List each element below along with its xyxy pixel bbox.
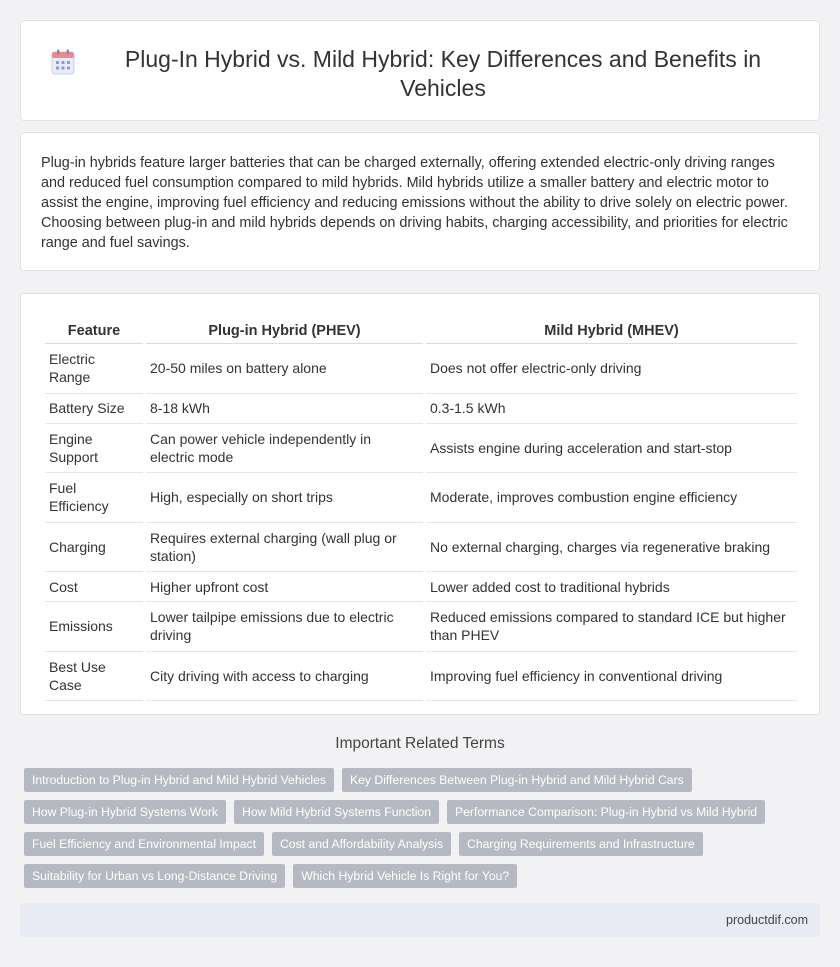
intro-paragraph: Plug-in hybrids feature larger batteries that can be charged externally, offering extended electric-only driving ranges and reduced fuel consumption compared to mild hybrids. Mild hybrids utilize a smaller battery and electric motor to assist the engine, improving fuel efficiency and reducing emissions without the ability to drive solely on electric power. Choosing between plug-in and mild hybrids depends on driving habits, charging accessibility, and priorities for electric range and fuel savings. [41,155,788,251]
related-term-link[interactable]: Charging Requirements and Infrastructure [459,832,703,856]
chip-row [24,800,784,824]
column-header-feature: Feature [45,312,143,344]
table-cell-mhev: 0.3-1.5 kWh [426,394,797,424]
comparison-table-card [20,293,820,715]
related-terms-title: Important Related Terms [335,735,505,752]
footer-site-link[interactable]: productdif.com [726,913,808,927]
table-cell-phev: Can power vehicle independently in electric mode [146,424,423,474]
chip-row [24,864,784,888]
table-cell-phev: High, especially on short trips [146,473,423,523]
column-header-phev: Plug-in Hybrid (PHEV) [146,312,423,344]
chip-row [24,768,784,792]
related-term-link[interactable]: How Plug-in Hybrid Systems Work [24,800,226,824]
table-row [45,424,797,474]
table-cell-phev: 8-18 kWh [146,394,423,424]
table-cell-phev: Lower tailpipe emissions due to electric driving [146,602,423,652]
related-terms-list [24,768,784,896]
table-cell-mhev: Does not offer electric-only driving [426,344,797,394]
related-term-link[interactable]: Which Hybrid Vehicle Is Right for You? [293,864,517,888]
table-row [45,652,797,702]
table-row [45,523,797,573]
calendar-icon [51,49,75,75]
table-cell-phev: Requires external charging (wall plug or station) [146,523,423,573]
table-cell-phev: 20-50 miles on battery alone [146,344,423,394]
table-cell-feature: Charging [45,523,143,573]
related-term-link[interactable]: How Mild Hybrid Systems Function [234,800,439,824]
related-term-link[interactable]: Introduction to Plug-in Hybrid and Mild Hybrid Vehicles [24,768,334,792]
table-cell-mhev: Lower added cost to traditional hybrids [426,572,797,602]
related-term-link[interactable]: Performance Comparison: Plug-in Hybrid vs Mild Hybrid [447,800,765,824]
table-cell-feature: Best Use Case [45,652,143,702]
intro-card [20,132,820,271]
table-cell-mhev: Moderate, improves combustion engine efficiency [426,473,797,523]
related-term-link[interactable]: Key Differences Between Plug-in Hybrid and Mild Hybrid Cars [342,768,692,792]
table-row [45,394,797,424]
table-cell-phev: City driving with access to charging [146,652,423,702]
table-cell-feature: Cost [45,572,143,602]
table-row [45,572,797,602]
page-title: Plug-In Hybrid vs. Mild Hybrid: Key Differences and Benefits in Vehicles [124,46,762,101]
table-cell-mhev: Improving fuel efficiency in conventional driving [426,652,797,702]
related-term-link[interactable]: Fuel Efficiency and Environmental Impact [24,832,264,856]
comparison-table [42,312,800,701]
table-cell-phev: Higher upfront cost [146,572,423,602]
related-term-link[interactable]: Cost and Affordability Analysis [272,832,451,856]
table-cell-feature: Emissions [45,602,143,652]
table-cell-feature: Engine Support [45,424,143,474]
table-header-row [45,312,797,344]
header-card [20,20,820,121]
related-term-link[interactable]: Suitability for Urban vs Long-Distance Driving [24,864,285,888]
column-header-mhev: Mild Hybrid (MHEV) [426,312,797,344]
table-cell-feature: Electric Range [45,344,143,394]
footer [20,903,820,937]
table-cell-feature: Battery Size [45,394,143,424]
table-cell-mhev: Assists engine during acceleration and start-stop [426,424,797,474]
table-row [45,473,797,523]
table-cell-mhev: No external charging, charges via regenerative braking [426,523,797,573]
table-cell-mhev: Reduced emissions compared to standard ICE but higher than PHEV [426,602,797,652]
table-row [45,344,797,394]
chip-row [24,832,784,856]
table-cell-feature: Fuel Efficiency [45,473,143,523]
table-row [45,602,797,652]
